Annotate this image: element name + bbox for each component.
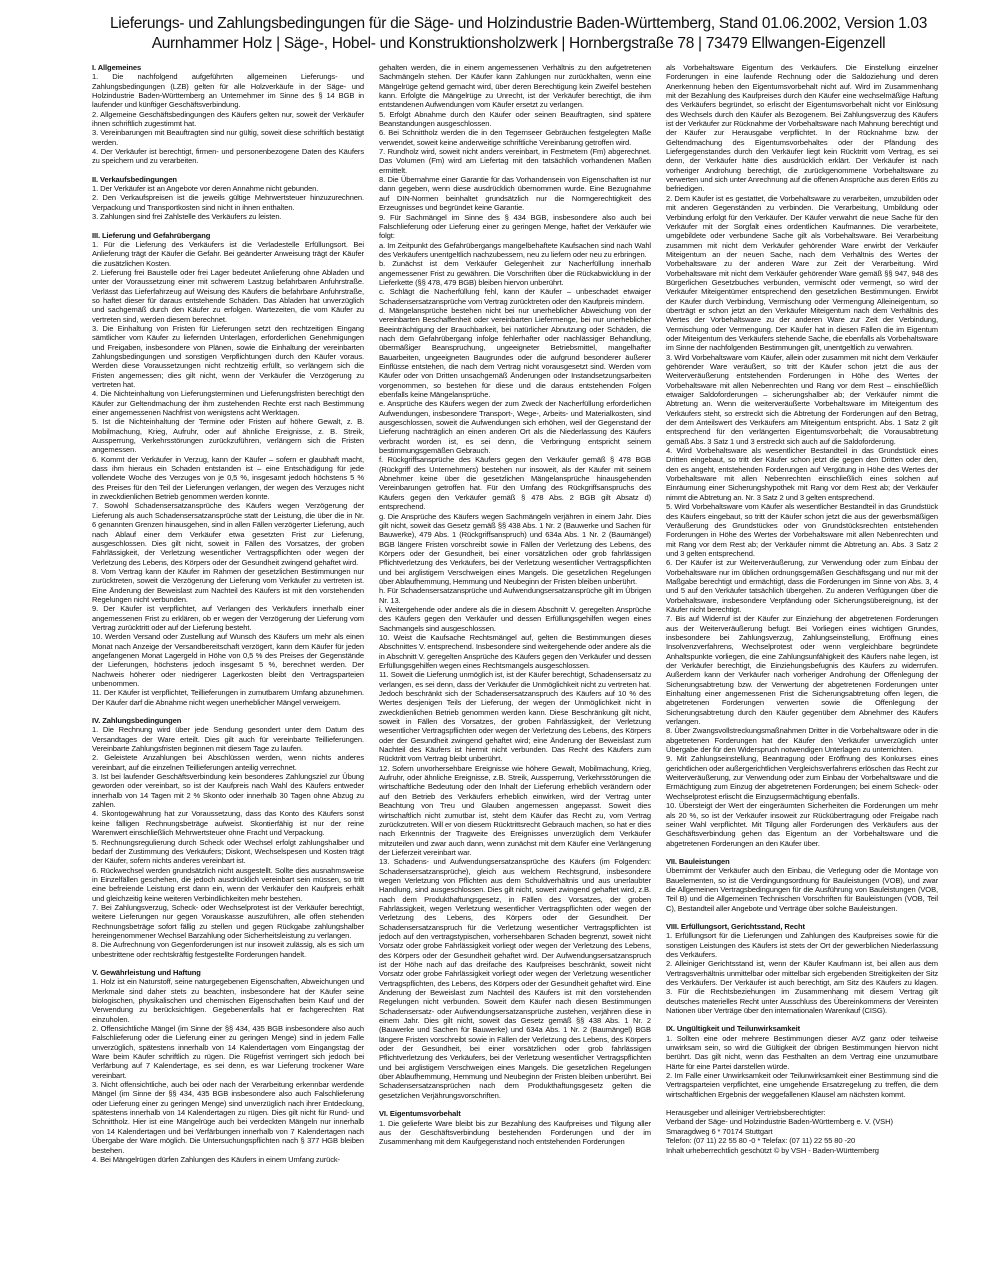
paragraph: 9. Für Sachmängel im Sinne des § 434 BGB, insbesondere also auch bei Falschlieferung oder Lieferung einer zu geringen Menge, haftet der Verkäufer wie folgt: <box>379 212 651 241</box>
footer-line: Herausgeber und alleiniger Vertriebsberechtigter: <box>666 1108 826 1118</box>
paragraph: 7. Sowohl Schadensersatzansprüche des Käufers wegen Verzögerung der Lieferung als auch Schadensersatzansprüche statt der Leistung, die über die in Nr. 6 genannten Grenzen hinausgehen, sind in allen Fällen verzögerter Lieferung, auch nach Ablauf einer dem Verkäufer etwa gesetzten Frist zur Lieferung, ausgeschlossen. Dies gilt nicht, soweit in Fällen des Vorsatzes, der groben Fahrlässigkeit, der Verletzung wesentlicher Vertragspflichten oder wegen der Verletzung des Lebens, des Körpers oder der Gesundheit zwingend gehaftet wird. <box>92 501 364 567</box>
paragraph: 3. Ist bei laufender Geschäftsverbindung kein besonderes Zahlungsziel zur Übung geworden oder vereinbart, so ist der Kaufpreis nach Wahl des Käufers entweder innerhalb von 14 Tagen mit 2 % Skonto oder innerhalb 30 Tagen ohne Abzug zu zahlen. <box>92 772 364 810</box>
paragraph: 5. Ist die Nichteinhaltung der Termine oder Fristen auf höhere Gewalt, z. B. Mobilmachung, Krieg, Aufruhr, oder auf ähnliche Ereignisse, z. B. Streik, Aussperrung, Verkehrsstörungen zurückzuführen, verlängern sich die Fristen angemessen. <box>92 417 364 455</box>
paragraph: 13. Schadens- und Aufwendungsersatzansprüche des Käufers (im Folgenden: Schadensersatzansprüche), gleich aus welchem Rechtsgrund, insbesondere wegen Verletzung von Pflichten aus dem Schuldverhältnis und aus unerlaubter Handlung, sind ausgeschlossen. Dies gilt nicht, soweit zwingend gehaftet wird, z.B. nach dem Produkthaftungsgesetz, in Fällen des Vorsatzes, der groben Fahrlässigkeit, wegen Verletzung wesentlicher Vertragspflichten oder wegen der Verletzung des Lebens, des Körpers oder der Gesundheit. Der Schadensersatzanspruch für die Verletzung wesentlicher Vertragspflichten ist jedoch auf den vertragstypischen, vorhersehbaren Schaden begrenzt, soweit nicht Vorsatz oder grobe Fahrlässigkeit vorliegt oder wegen der Verletzung des Lebens, des Körpers oder der Gesundheit gehaftet wird. Der Aufwendungsersatzanspruch ist der Höhe nach auf das dreifache des Kaufpreises beschränkt, soweit nicht Vorsatz oder grobe Fahrlässigkeit vorliegt oder wegen der Verletzung wesentlicher Vertragspflichten, des Lebens, des Körpers oder der Gesundheit gehaftet wird. Eine Änderung der Beweislast zum Nachteil des Käufers ist mit den vorstehenden Regelungen nicht verbunden. Soweit dem Käufer nach diesen Bestimmungen Schadensersatz- oder Aufwendungsersatzansprüche zustehen, verjähren diese in einem Jahr. Dies gilt nicht, soweit das Gesetz gemäß §§ 438 Abs. 1 Nr. 2 (Bauwerke und Sachen für Bauwerke) und 634a Abs. 1 Nr. 2 (Baumängel) BGB längere Fristen vorschreibt sowie in Fällen der Verletzung des Lebens, des Körpers oder der Gesundheit, bei einer vorsätzlichen oder grob fahrlässigen Pflichtverletzung des Verkäufers, bei der Verletzung wesentlicher Vertragspflichten und bei arglistigem Verschweigen eines Mangels. Die gesetzlichen Regelungen über Ablaufhemmung, Hemmung und Neubeginn der Fristen bleiben unberührt. Bei Schadensersatzansprüchen nach dem Produkthaftungsgesetz gelten die gesetzlichen Verjährungsvorschriften. <box>379 857 651 1100</box>
paragraph: 9. Der Käufer ist verpflichtet, auf Verlangen des Verkäufers innerhalb einer angemessenen Frist zu erklären, ob er wegen der Verzögerung der Lieferung vom Vertrag zurücktritt oder auf der Lieferung besteht. <box>92 604 364 632</box>
paragraph: 8. Die Aufrechnung von Gegenforderungen ist nur insoweit zulässig, als es sich um unbestrittene oder rechtskräftig festgestellte Forderungen handelt. <box>92 940 364 959</box>
paragraph: 8. Über Zwangsvollstreckungsmaßnahmen Dritter in die Vorbehaltsware oder in die abgetretenen Forderungen hat der Käufer den Verkäufer unverzüglich unter Übergabe der für den Widerspruch notwendigen Unterlagen zu unterrichten. <box>666 726 938 755</box>
section <box>666 922 938 1015</box>
document-header <box>60 14 977 54</box>
section <box>92 968 364 1164</box>
paragraph: 3. Wird Vorbehaltsware vom Käufer, allein oder zusammen mit nicht dem Verkäufer gehörender Ware veräußert, so tritt der Käufer schon jetzt die aus der Weiterveräußerung entstehenden Forderungen in Höhe des Wertes der Vorbehaltsware mit allen Nebenrechten und Rang vor dem Rest – einschließlich etwaiger Saldoforderungen – sicherungshalber ab; der Verkäufer nimmt die Abtretung an. Wenn die weiterveräußerte Vorbehaltsware im Miteigentum des Verkäufers steht, so erstreckt sich die Abtretung der Forderungen auf den Betrag, der dem Anteilswert des Verkäufers am Miteigentum entspricht. Abs. 1 Satz 2 gilt entsprechend für den verlängerten Eigentumsvorbehalt; die Vorausabtretung gemäß Abs. 3 Satz 1 und 3 erstreckt sich auch auf die Saldoforderung. <box>666 352 938 446</box>
footer-line: Telefon: (07 11) 22 55 80 -0 * Telefax: (07 11) 22 55 80 -20 <box>666 1136 856 1146</box>
paragraph: a. Im Zeitpunkt des Gefahrübergangs mangelbehaftete Kaufsachen sind nach Wahl des Verkäufers unentgeltlich nachzubessern, neu zu liefern oder neu zu erbringen. <box>379 240 651 259</box>
paragraph: 2. Alleiniger Gerichtsstand ist, wenn der Käufer Kaufmann ist, bei allen aus dem Vertragsverhältnis unmittelbar oder mittelbar sich ergebenden Streitigkeiten der Sitz des Verkäufers. Der Verkäufer ist auch berechtigt, am Sitz des Käufers zu klagen. 3. Für die Rechtsbeziehungen im Zusammenhang mit diesem Vertrag gilt deutsches materielles Recht unter Ausschluss des Übereinkommens der Vereinten Nationen über Verträge über den internationalen Warenkauf (CISG). <box>666 959 938 1016</box>
section-title: IX. Ungültigkeit und Teilunwirksamkeit <box>666 1024 801 1034</box>
paragraph: 2. Allgemeine Geschäftsbedingungen des Käufers gelten nur, soweit der Verkäufer ihnen schriftlich zugestimmt hat. <box>92 109 364 129</box>
section-title: IV. Zahlungsbedingungen <box>92 716 182 726</box>
section-title: VIII. Erfüllungsort, Gerichtsstand, Recht <box>666 921 805 931</box>
section <box>666 1024 938 1099</box>
paragraph: 7. Bis auf Widerruf ist der Käufer zur Einziehung der abgetretenen Forderungen aus der Weiterveräußerung befugt. Bei Vorliegen eines wichtigen Grundes, insbesondere bei Zahlungsverzug, Zahlungseinstellung, Eröffnung eines Insolvenzverfahrens, Wechselprotest oder wenn vergleichbare begründete Anhaltspunkte vorliegen, die eine Zahlungsunfähigkeit des Käufers nahe legen, ist der Verkäufer berechtigt, die Einziehungsbefugnis des Käufers zu widerrufen. Außerdem kann der Verkäufer nach vorheriger Androhung der Offenlegung der Sicherungsabtretung bzw. der Verwertung der abgetretenen Forderungen unter Einhaltung einer angemessenen Frist die Sicherungsabtretung offen legen, die abgetretenen Forderungen verwerten sowie die Offenlegung der Sicherungsabtretung durch den Käufer gegenüber dem Abnehmer des Käufers verlangen. <box>666 614 938 727</box>
paragraph: 4. Bei Mängelrügen dürfen Zahlungen des Käufers in einem Umfang zurück- <box>92 1154 340 1164</box>
paragraph: 7. Rundholz wird, soweit nicht anders vereinbart, in Festmetern (Fm) abgerechnet. Das Volumen (Fm) wird am Liefertag mit den tatsächlich vorhandenen Maßen ermittelt. <box>379 147 651 175</box>
paragraph: 4. Wird Vorbehaltsware als wesentlicher Bestandteil in das Grundstück eines Dritten eingebaut, so tritt der Käufer schon jetzt die gegen den Dritten oder den, den es angeht, entstehenden Forderungen auf Vergütung in Höhe des Wertes der Vorbehaltsware mit allen Nebenrechten einschließlich eines solchen auf Einräumung einer Sicherungshypothek mit Rang vor dem Rest ab; der Verkäufer nimmt die Abtretung an. Nr. 3 Satz 2 und 3 gelten entsprechend. <box>666 446 938 502</box>
paragraph: 3. Die Einhaltung von Fristen für Lieferungen setzt den rechtzeitigen Eingang sämtlicher vom Käufer zu liefernden Unterlagen, erforderlichen Genehmigungen und Freigaben, insbesondere von Plänen, sowie die Einhaltung der vereinbarten Zahlungsbedingungen und sonstigen Verpflichtungen durch den Käufer voraus. Werden diese Voraussetzungen nicht rechtzeitig erfüllt, so verlängern sich die Fristen angemessen; dies gilt nicht, wenn der Verkäufer die Verzögerung zu vertreten hat. <box>92 323 364 389</box>
paragraph: 6. Der Käufer ist zur Weiterveräußerung, zur Verwendung oder zum Einbau der Vorbehaltsware nur im üblichen ordnungsgemäßen Geschäftsgang und nur mit der Maßgabe berechtigt und ermächtigt, dass die Forderungen im Sinne von Abs. 3, 4 und 5 auf den Verkäufer tatsächlich übergehen. Zu anderen Verfügungen über die Vorbehaltsware, insbesondere Verpfändung oder Sicherungsübereignung, ist der Käufer nicht berechtigt. <box>666 558 938 614</box>
section <box>379 63 651 1100</box>
paragraph: 1. Der Verkäufer ist an Angebote vor deren Annahme nicht gebunden. <box>92 184 319 194</box>
paragraph: i. Weitergehende oder andere als die in diesem Abschnitt V. geregelten Ansprüche des Käufers gegen den Verkäufer und dessen Erfüllungsgehilfen wegen eines Sachmangels sind ausgeschlossen. <box>379 604 651 633</box>
paragraph: 5. Wird Vorbehaltsware vom Käufer als wesentlicher Bestandteil in das Grundstück des Käufers eingebaut, so tritt der Käufer schon jetzt die aus der gewerbsmäßigen Veräußerung des Grundstückes oder von Grundstücksrechten entstehenden Forderungen in Höhe des Wertes der Vorbehaltsware mit allen Nebenrechten und mit Rang vor dem Rest ab; der Verkäufer nimmt die Abtretung an. Abs. 3 Satz 2 und 3 gelten entsprechend. <box>666 502 938 558</box>
text-columns <box>92 63 986 1273</box>
footer-line: Inhalt urheberrechtlich geschützt © by VSH - Baden-Württemberg <box>666 1145 879 1155</box>
section-title: II. Verkaufsbedingungen <box>92 174 177 184</box>
paragraph: 10. Übersteigt der Wert der eingeräumten Sicherheiten die Forderungen um mehr als 20 %, so ist der Verkäufer insoweit zur Rückübertragung oder Freigabe nach seiner Wahl verpflichtet. Mit Tilgung aller Forderungen des Verkäufers aus der Geschäftsverbindung gehen das Eigentum an der Vorbehaltsware und die abgetretenen Forderungen an den Käufer über. <box>666 801 938 848</box>
column-2 <box>379 63 651 1273</box>
paragraph: h. Für Schadensersatzansprüche und Aufwendungsersatzansprüche gilt im Übrigen Nr. 13. <box>379 586 651 605</box>
paragraph: 6. Rückwechsel werden grundsätzlich nicht ausgestellt. Sollte dies ausnahmsweise in Einzelfällen geschehen, die jedoch ausdrücklich vereinbart sein müssen, so tritt eine befreiende Leistung erst dann ein, wenn der Verkäufer den Kaufpreis erhält und gleichzeitig keine weiteren Verbindlichkeiten mehr bestehen. <box>92 865 364 903</box>
paragraph: f. Rückgriffsansprüche des Käufers gegen den Verkäufer gemäß § 478 BGB (Rückgriff des Unternehmers) bestehen nur insoweit, als der Käufer mit seinem Abnehmer keine über die gesetzlichen Mängelansprüche hinausgehenden Vereinbarungen getroffen hat. Für den Umfang des Rückgriffsanspruchs des Käufers gegen den Verkäufer gemäß § 478 Abs. 2 BGB gilt Absatz d) entsprechend. <box>379 455 651 512</box>
section <box>92 175 364 222</box>
paragraph: 3. Nicht offensichtliche, auch bei oder nach der Verarbeitung erkennbar werdende Mängel (im Sinne der §§ 434, 435 BGB insbesondere also auch Falschlieferung oder Lieferung einer zu geringen Menge) sind unverzüglich nach ihrer Entdeckung, spätestens innerhalb von 14 Kalendertagen zu rügen. Dies gilt nicht für Rund- und Schnittholz. Hier ist eine Mängelrüge auch bei verdeckten Mängeln nur innerhalb von 14 Kalendertagen und bei Verfärbungen innerhalb von 7 Kalendertagen nach Übergabe der Ware möglich. Die Untersuchungspflichten nach § 377 HGB bleiben bestehen. <box>92 1080 364 1155</box>
paragraph: 6. Bei Schnittholz werden die in den Tegernseer Gebräuchen festgelegten Maße verwendet, soweit keine anderweitige schriftliche Vereinbarung getroffen wird. <box>379 128 651 147</box>
paragraph: 1. Die Rechnung wird über jede Sendung gesondert unter dem Datum des Versandtages der Ware erteilt. Dies gilt auch für vereinbarte Teillieferungen. Vereinbarte Zahlungsfristen beginnen mit diesem Tage zu laufen. <box>92 725 364 754</box>
paragraph: 2. Offensichtliche Mängel (im Sinne der §§ 434, 435 BGB insbesondere also auch Falschlieferung oder die Lieferung einer zu geringen Menge) sind in jedem Falle unverzüglich, spätestens innerhalb von 14 Kalendertagen vom Eingangstag der Ware beim Käufer schriftlich zu rügen. Die Rügefrist verringert sich jedoch bei Verfärbung auf 7 Kalendertage, es sei denn, es war Lieferung trockener Ware vereinbart. <box>92 1024 364 1080</box>
footer-line: Smaragdweg 6 * 70174 Stuttgart <box>666 1126 773 1136</box>
section <box>666 63 938 848</box>
paragraph: 1. Die gelieferte Ware bleibt bis zur Bezahlung des Kaufpreises und Tilgung aller aus der Geschäftsverbindung bestehenden Forderungen und der im Zusammenhang mit dem Kaufgegenstand noch entstehenden Forderungen <box>379 1118 651 1147</box>
paragraph: 3. Vereinbarungen mit Beauftragten sind nur gültig, soweit diese schriftlich bestätigt werden. <box>92 128 364 147</box>
paragraph: 12. Sofern unvorhersehbare Ereignisse wie höhere Gewalt, Mobilmachung, Krieg, Aufruhr, oder ähnliche Ereignisse, z.B. Streik, Aussperrung, Verkehrsstörungen die wirtschaftliche Bedeutung oder den Inhalt der Lieferung erheblich verändern oder auf den Betrieb des Verkäufers erheblich einwirken, wird der Vertrag unter Beachtung von Treu und Glauben angemessen angepasst. Soweit dies wirtschaftlich nicht zumutbar ist, steht dem Käufer das Recht zu, vom Vertrag zurückzutreten. Will er von diesem Rücktrittsrecht Gebrauch machen, so hat er dies nach Erkenntnis der Tragweite des Ereignisses unverzüglich dem Verkäufer mitzuteilen und zwar auch dann, wenn zunächst mit dem Käufer eine Verlängerung der Lieferzeit vereinbart war. <box>379 763 651 857</box>
paragraph: e. Ansprüche des Käufers wegen der zum Zweck der Nacherfüllung erforderlichen Aufwendungen, insbesondere Transport-, Wege-, Arbeits- und Materialkosten, sind ausgeschlossen, soweit die Aufwendungen sich erhöhen, weil der Gegenstand der Lieferung nachträglich an einen anderen Ort als die Niederlassung des Käufers verbracht worden ist, es sei denn, die Verbringung entspricht seinem bestimmungsgemäßen Gebrauch. <box>379 399 651 456</box>
paragraph: 9. Mit Zahlungseinstellung, Beantragung oder Eröffnung des Konkurses eines gerichtlichen oder außergerichtlichen Vergleichsverfahrens erlöschen das Recht zur Weiterveräußerung, zur Verwendung oder zum Einbau der Vorbehaltsware und die Ermächtigung zum Einzug der abgetretenen Forderungen; bei einem Scheck- oder Wechselprotest erlischt die Einzugsermächtigung ebenfalls. <box>666 754 938 801</box>
paragraph: g. Die Ansprüche des Käufers wegen Sachmängeln verjähren in einem Jahr. Dies gilt nicht, soweit das Gesetz gemäß §§ 438 Abs. 1 Nr. 2 (Bauwerke und Sachen für Bauwerke), 479 Abs. 1 (Rückgriffsanspruch) und 634a Abs. 1 Nr. 2 (Baumängel) BGB längere Fristen vorschreibt sowie in Fällen der Verletzung des Lebens, des Körpers oder der Gesundheit, bei einer vorsätzlichen oder grob fahrlässigen Pflichtverletzung des Verkäufers, bei der Verletzung wesentlicher Vertragspflichten und bei arglistigem Verschweigen eines Mangels. Die gesetzlichen Regelungen über Ablaufhemmung, Hemmung und Neubeginn der Fristen bleiben unberührt. <box>379 511 651 586</box>
paragraph: 2. Lieferung frei Baustelle oder frei Lager bedeutet Anlieferung ohne Abladen und unter der Voraussetzung einer mit schwerem Lastzug befahrbaren Anfuhrstraße. Verlässt das Lieferfahrzeug auf Weisung des Käufers die befahrbare Anfuhrstraße, so haftet dieser für daraus entstehende Schäden. Das Abladen hat unverzüglich und sachgemäß durch den Käufer zu erfolgen. Wartezeiten, die vom Käufer zu vertreten sind, werden diesem berechnet. <box>92 267 364 324</box>
paragraph: 11. Der Käufer ist verpflichtet, Teillieferungen in zumutbarem Umfang abzunehmen. Der Käufer darf die Abnahme nicht wegen unerheblicher Mängel verweigern. <box>92 688 364 707</box>
paragraph: 2. Im Falle einer Unwirksamkeit oder Teilunwirksamkeit einer Bestimmung sind die Vertragsparteien verpflichtet, eine umgehende Ersatzregelung zu treffen, die dem wirtschaftlichen Ergebnis der weggefallenen Klausel am nächsten kommt. <box>666 1071 938 1099</box>
paragraph: 1. Erfüllungsort für die Lieferungen und Zahlungen des Kaufpreises sowie für die sonstigen Leistungen des Käufers ist stets der Ort der gewerblichen Niederlassung des Verkäufers. <box>666 931 938 959</box>
section-title: V. Gewährleistung und Haftung <box>92 967 201 977</box>
footer-line: Verband der Säge- und Holzindustrie Baden-Württemberg e. V. (VSH) <box>666 1117 893 1127</box>
paragraph: 1. Sollten eine oder mehrere Bestimmungen dieser AVZ ganz oder teilweise unwirksam sein, so wird die Gültigkeit der übrigen Bestimmungen hiervon nicht berührt. Das gilt nicht, wenn das Festhalten an dem Vertrag eine unzumutbare Härte für eine Partei darstellen würde. <box>666 1033 938 1071</box>
section-title: VII. Bauleistungen <box>666 856 730 866</box>
paragraph: d. Mängelansprüche bestehen nicht bei nur unerheblicher Abweichung von der vereinbarten Beschaffenheit oder vereinbarten Liefermenge, bei nur unerheblicher Beeinträchtigung der Brauchbarkeit, bei natürlicher Abnutzung oder Schäden, die nach dem Gefahrübergang infolge fehlerhafter oder nachlässiger Behandlung, übermäßiger Beanspruchung, ungeeigneter Betriebsmittel, mangelhafter Bauarbeiten, ungeeigneten Baugrundes oder die aufgrund besonderer äußerer Einflüsse entstehen, die nach dem Vertrag nicht vorausgesetzt sind. Werden vom Käufer oder von Dritten unsachgemäß Änderungen oder Instandsetzungsarbeiten vorgenommen, so bestehen für diese und die daraus entstehenden Folgen ebenfalls keine Mängelansprüche. <box>379 305 651 400</box>
paragraph: 10. Weist die Kaufsache Rechtsmängel auf, gelten die Bestimmungen dieses Abschnittes V. entsprechend. Insbesondere sind weitergehende oder andere als die in Abschnitt V. geregelten Ansprüche des Käufers gegen den Verkäufer und dessen Erfüllungsgehilfen wegen eines Rechtsmangels ausgeschlossen. <box>379 632 651 670</box>
paragraph: gehalten werden, die in einem angemessenen Verhältnis zu den aufgetretenen Sachmängeln stehen. Der Käufer kann Zahlungen nur zurückhalten, wenn eine Mängelrüge geltend gemacht wird, über deren Berechtigung kein Zweifel bestehen kann. Erfolgte die Mängelrüge zu Unrecht, ist der Verkäufer berechtigt, die ihm entstandenen Aufwendungen vom Käufer ersetzt zu verlangen. <box>379 63 651 110</box>
column-1 <box>92 63 364 1273</box>
paragraph: 8. Die Übernahme einer Garantie für das Vorhandensein von Eigenschaften ist nur dann gegeben, wenn diese ausdrücklich übernommen wurde. Eine Bezugnahme auf DIN-Normen beinhaltet grundsätzlich nur die Normgerechtigkeit des Erzeugnisses und begründet keine Garantie. <box>379 175 651 213</box>
paragraph: 3. Zahlungen sind frei Zahlstelle des Verkäufers zu leisten. <box>92 212 282 222</box>
paragraph: 4. Der Verkäufer ist berechtigt, firmen- und personenbezogene Daten des Käufers zu speichern und zu verarbeiten. <box>92 147 364 166</box>
paragraph: 2. Den Verkaufspreisen ist die jeweils gültige Mehrwertsteuer hinzuzurechnen. Verpackung und Transportkosten sind nicht in ihnen enthalten. <box>92 193 364 212</box>
column-3 <box>666 63 938 1273</box>
paragraph: 6. Kommt der Verkäufer in Verzug, kann der Käufer – sofern er glaubhaft macht, dass ihm hieraus ein Schaden entstanden ist – eine Entschädigung für jede vollendete Woche des Verzuges von je 0,5 %, insgesamt jedoch höchstens 5 % des Preises für den Teil der Lieferungen verlangen, der wegen des Verzuges nicht in zweckdienlichen Betrieb genommen werden konnte. <box>92 454 364 502</box>
paragraph: 1. Holz ist ein Naturstoff, seine naturgegebenen Eigenschaften, Abweichungen und Merkmale sind daher stets zu beachten, insbesondere hat der Käufer seine biologischen, physikalischen und chemischen Eigenschaften beim Kauf und der Verwendung zu berücksichtigen. Gegebenenfalls hat er fachgerechten Rat einzuholen. <box>92 977 364 1024</box>
paragraph: 1. Für die Lieferung des Verkäufers ist die Verladestelle Erfüllungsort. Bei Anlieferung trägt der Käufer die Gefahr. Bei geänderter Anweisung trägt der Käufer die zusätzlichen Kosten. <box>92 239 364 268</box>
section <box>92 716 364 959</box>
paragraph: b. Zunächst ist dem Verkäufer Gelegenheit zur Nacherfüllung innerhalb angemessener Frist zu gewähren. Die Vorschriften über die Rückabwicklung in der Lieferkette (§§ 478, 479 BGB) bleiben hiervon unberührt. <box>379 259 651 287</box>
section <box>666 857 938 913</box>
paragraph: 10. Werden Versand oder Zustellung auf Wunsch des Käufers um mehr als einen Monat nach Anzeige der Versandbereitschaft verzögert, kann dem Käufer für jeden angefangenen Monat Lagergeld in Höhe von 0,5 % des Preises der Gegenstände der Lieferungen, höchstens jedoch insgesamt 5 %, berechnet werden. Der Nachweis höherer oder niedrigerer Lagerkosten bleibt den Vertragsparteien unbenommen. <box>92 632 364 688</box>
paragraph: Übernimmt der Verkäufer auch den Einbau, die Verlegung oder die Montage von Bauelementen, so ist die Verdingungsordnung für Bauleistungen (VOB), und zwar die Allgemeinen Vertragsbedingungen für die Ausführung von Bauleistungen (VOB, Teil B) und die Allgemeinen Technischen Vorschriften für Bauleistungen (VOB, Teil C), Bestandteil aller Angebote und Verträge über solche Bauleistungen. <box>666 866 938 913</box>
paragraph: 2. Geleistete Anzahlungen bei Abschlüssen werden, wenn nichts anderes vereinbart, auf die einzelnen Teillieferungen anteilig verrechnet. <box>92 753 364 772</box>
section <box>92 231 364 708</box>
header-title: Lieferungs- und Zahlungsbedingungen für die Säge- und Holzindustrie Baden-Württemberg, Stand 01.06.2002, Version 1.03 <box>109 15 928 32</box>
paragraph: 8. Vom Vertrag kann der Käufer im Rahmen der gesetzlichen Bestimmungen nur zurücktreten, soweit die Verzögerung der Lieferung vom Verkäufer zu vertreten ist. Eine Änderung der Beweislast zum Nachteil des Käufers ist mit den vorstehenden Regelungen nicht verbunden. <box>92 566 364 604</box>
header-company-address: Aurnhammer Holz | Säge-, Hobel- und Konstruktionsholzwerk | Hornbergstraße 78 | 73479 Ellwangen-Eigenzell <box>151 35 886 52</box>
paragraph: 11. Soweit die Lieferung unmöglich ist, ist der Käufer berechtigt, Schadensersatz zu verlangen, es sei denn, dass der Verkäufer die Unmöglichkeit nicht zu vertreten hat. Jedoch beschränkt sich der Schadensersatzanspruch des Käufers auf 10 % des Wertes desjenigen Teils der Lieferung, der wegen der Unmöglichkeit nicht in zweckdienlichen Betrieb genommen werden kann. Diese Beschränkung gilt nicht, soweit in Fällen des Vorsatzes, der groben Fahrlässigkeit, der Verletzung wesentlicher Vertragspflichten oder wegen der Verletzung des Lebens, des Körpers oder der Gesundheit zwingend gehaftet wird; eine Änderung der Beweislast zum Nachteil des Käufers ist hiermit nicht verbunden. Das Recht des Käufers zum Rücktritt vom Vertrag bleibt unberührt. <box>379 670 651 764</box>
paragraph: 5. Rechnungsregulierung durch Scheck oder Wechsel erfolgt zahlungshalber und bedarf der Zustimmung des Verkäufers; Diskont, Wechselspesen und Kosten trägt der Käufer, sofern nichts anderes vereinbart ist. <box>92 837 364 866</box>
paragraph: 1. Die nachfolgend aufgeführten allgemeinen Lieferungs- und Zahlungsbedingungen (LZB) gelten für alle Holzverkäufe in der Säge- und Holzindustrie Baden-Württemberg an Unternehmer im Sinne des § 14 BGB in laufender und künftiger Geschäftsverbindung. <box>92 72 364 110</box>
publisher-footer <box>666 1108 938 1155</box>
paragraph: 2. Dem Käufer ist es gestattet, die Vorbehaltsware zu verarbeiten, umzubilden oder mit anderen Gegenständen zu verbinden. Die Verarbeitung, Umbildung oder Verbindung erfolgt für den Verkäufer. Der Käufer verwahrt die neue Sache für den Verkäufer mit der Sorgfalt eines ordentlichen Kaufmannes. Die verarbeitete, umgebildete oder verbundene Sache gilt als Vorbehaltsware. Bei Verarbeitung zusammen mit nicht dem Verkäufer gehörender Ware erwirbt der Verkäufer Miteigentum an der neuen Sache, nach dem Verhältnis des Wertes der Vorbehaltsware zu der anderen Ware zur Zeit der Verarbeitung. Wird Vorbehaltsware mit nicht dem Verkäufer gehörender Ware gemäß §§ 947, 948 des Bürgerlichen Gesetzbuches verbunden, vermischt oder vermengt, so wird der Verkäufer Miteigentümer entsprechend den gesetzlichen Bestimmungen. Erwirbt der Käufer durch Verbindung, Vermischung oder Vermengung Alleineigentum, so überträgt er schon jetzt an den Verkäufer Miteigentum nach dem Verhältnis des Wertes der Vorbehaltsware zu der anderen Ware zur Zeit der Verbindung, Vermischung oder Vermengung. Der Käufer hat in diesen Fällen die im Eigentum oder Miteigentum des Verkäufers stehende Sache, die ebenfalls als Vorbehaltsware im Sinne der nachfolgenden Bestimmungen gilt, unentgeltlich zu verwahren. <box>666 193 938 353</box>
section-title: VI. Eigentumsvorbehalt <box>379 1109 461 1119</box>
section <box>379 1109 651 1146</box>
section <box>92 63 364 166</box>
paragraph: 7. Bei Zahlungsverzug, Scheck- oder Wechselprotest ist der Verkäufer berechtigt, weitere Lieferungen nur gegen Vorauskasse auszuführen, alle offen stehenden Rechnungsbeträge sofort fällig zu stellen und gegen Rückgabe zahlungshalber hereingenommener Wechsel Barzahlung oder Sicherheitsleistung zu verlangen. <box>92 902 364 940</box>
paragraph: c. Schlägt die Nacherfüllung fehl, kann der Käufer – unbeschadet etwaiger Schadensersatzansprüche vom Vertrag zurücktreten oder den Kaufpreis mindern. <box>379 287 651 306</box>
section-title: III. Lieferung und Gefahrübergang <box>92 230 211 240</box>
paragraph: als Vorbehaltsware Eigentum des Verkäufers. Die Einstellung einzelner Forderungen in eine laufende Rechnung oder die Saldoziehung und deren Anerkennung heben den Eigentumsvorbehalt nicht auf. Wird im Zusammenhang mit der Bezahlung des Kaufpreises durch den Käufer eine wechselmäßige Haftung des Verkäufers begründet, so erlischt der Eigentumsvorbehalt nicht vor Einlösung des Wechsels durch den Käufer als Bezogenem. Bei Zahlungsverzug des Käufers ist der Verkäufer zur Rücknahme der Vorbehaltsware nach Mahnung berechtigt und der Käufer zur Herausgabe verpflichtet. In der Rücknahme bzw. der Geltendmachung des Eigentumsvorbehaltes oder der Pfändung des Liefergegenstandes durch den Verkäufer liegt kein Rücktritt vom Vertrag, es sei denn, der Verkäufer hätte dies ausdrücklich erklärt. Der Verkäufer ist nach vorheriger Androhung berechtigt, die zurückgenommene Vorbehaltsware zu verwerten und sich unter Anrechnung auf die offenen Ansprüche aus deren Erlös zu befriedigen. <box>666 63 938 194</box>
paragraph: 5. Erfolgt Abnahme durch den Käufer oder seinen Beauftragten, sind spätere Beanstandungen ausgeschlossen. <box>379 109 651 129</box>
section-title: I. Allgemeines <box>92 63 142 72</box>
paragraph: 4. Die Nichteinhaltung von Lieferungsterminen und Lieferungsfristen berechtigt den Käufer zur Geltendmachung der ihm zustehenden Rechte erst nach Bestimmung einer angemessenen Nachfrist von wenigstens acht Werktagen. <box>92 389 364 418</box>
paragraph: 4. Skontogewährung hat zur Voraussetzung, dass das Konto des Käufers sonst keine fälligen Rechnungsbeträge aufweist. Skontierfähig ist nur der reine Warenwert einschließlich Mehrwertsteuer ohne Fracht und Verpackung. <box>92 809 364 838</box>
